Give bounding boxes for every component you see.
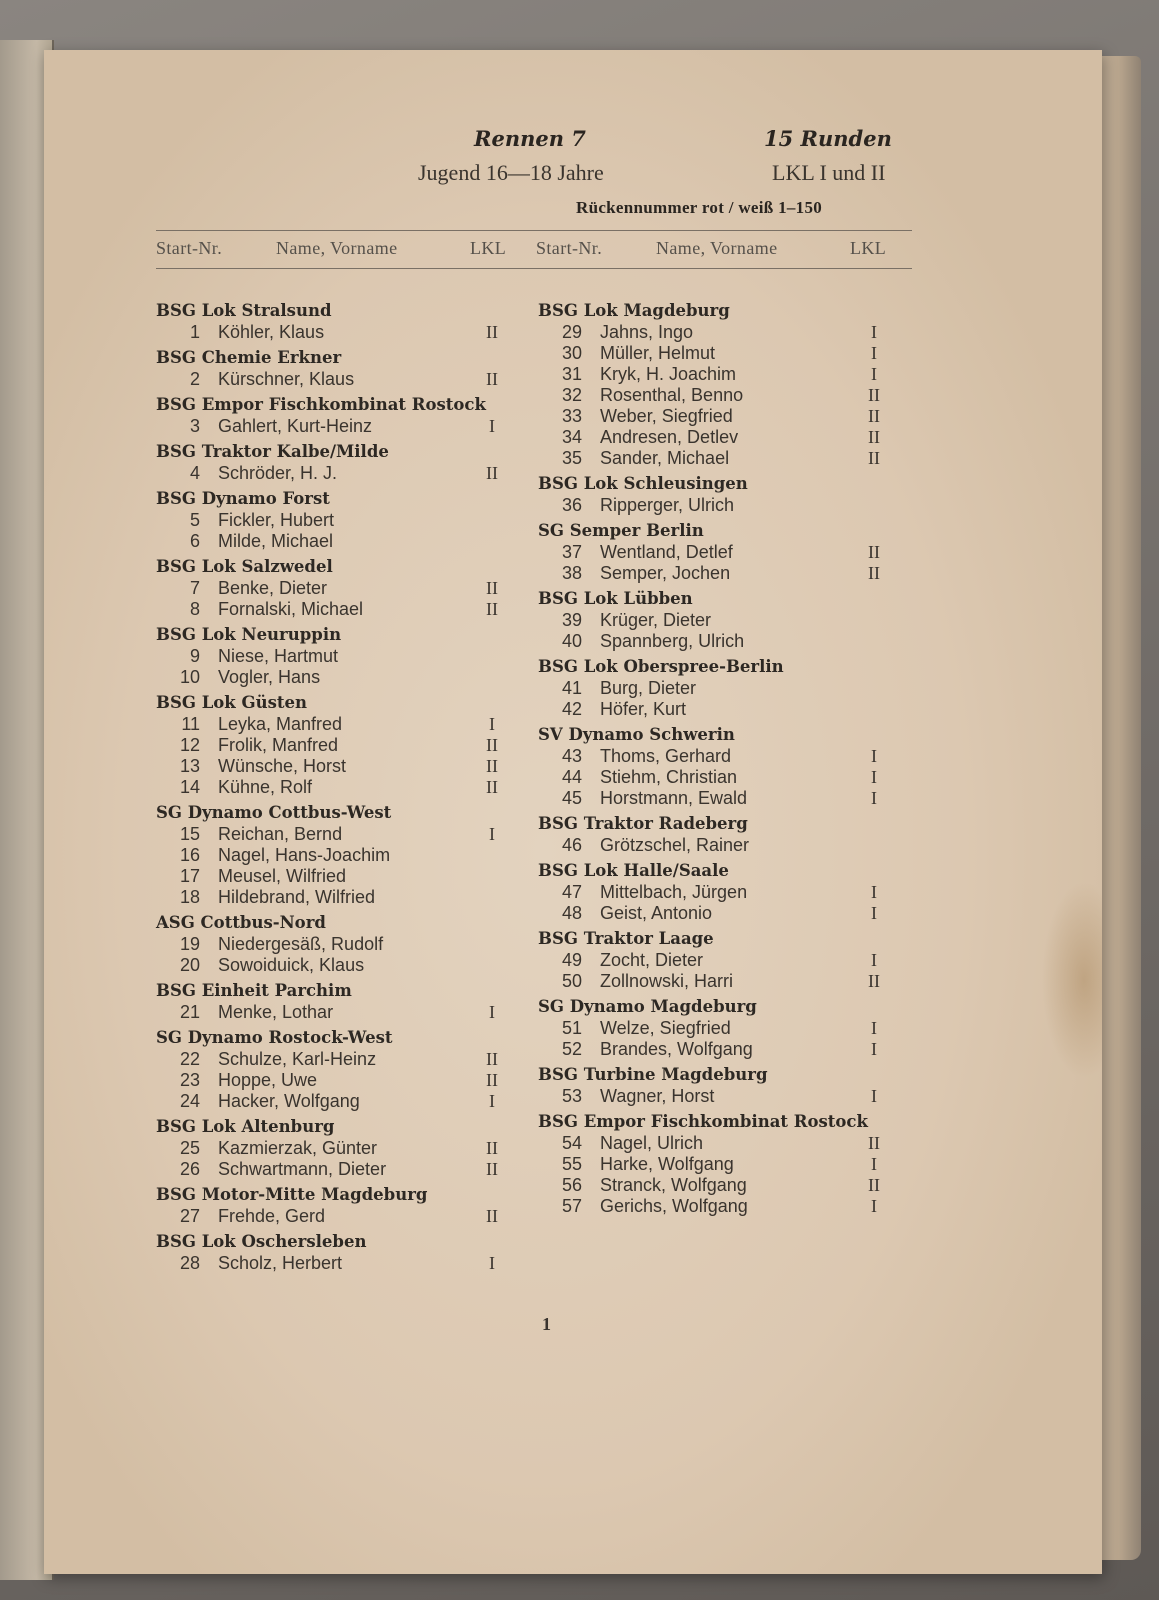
club-name: BSG Lok Schleusingen [538, 474, 748, 493]
rider-name: Hoppe, Uwe [218, 1070, 318, 1090]
rider-name: Milde, Michael [218, 531, 334, 551]
club-name: BSG Lok Lübben [538, 589, 693, 608]
rider-name: Andresen, Detlev [600, 427, 739, 447]
lkl-value: II [868, 406, 880, 426]
rider-name: Niese, Hartmut [218, 646, 339, 666]
entry-row [156, 714, 536, 735]
lkl-value: I [871, 767, 877, 787]
entry-row [538, 1196, 918, 1217]
club-name: BSG Lok Halle/Saale [538, 861, 729, 880]
col-head-name-left: Name, Vorname [276, 238, 398, 258]
entry-row [538, 971, 918, 992]
start-number: 2 [189, 369, 200, 389]
rider-name: Kürschner, Klaus [218, 369, 355, 389]
rider-name: Burg, Dieter [600, 678, 697, 698]
entry-row [156, 866, 536, 887]
lkl-value: II [868, 1175, 880, 1195]
lkl-value: II [486, 322, 498, 342]
entry-row [156, 578, 536, 599]
rider-name: Semper, Jochen [600, 563, 731, 583]
lkl-value: I [489, 1002, 495, 1022]
rider-name: Frehde, Gerd [218, 1206, 326, 1226]
entry-row [156, 1049, 536, 1070]
start-number: 30 [561, 343, 582, 363]
rider-name: Grötzschel, Rainer [600, 835, 750, 855]
start-number: 35 [561, 448, 582, 468]
rider-name: Müller, Helmut [600, 343, 716, 363]
start-number: 55 [561, 1154, 582, 1174]
start-number: 16 [179, 845, 200, 865]
lkl-value: II [486, 1138, 498, 1158]
club-name: BSG Traktor Radeberg [538, 814, 748, 833]
entry-row [538, 1175, 918, 1196]
entry-row [538, 882, 918, 903]
rider-name: Spannberg, Ulrich [600, 631, 745, 651]
rule-bottom [156, 268, 912, 269]
rider-name: Wagner, Horst [600, 1086, 715, 1106]
club-name: BSG Lok Neuruppin [156, 625, 342, 644]
entry-row [538, 950, 918, 971]
start-number: 14 [179, 777, 200, 797]
start-number: 31 [561, 364, 582, 384]
club-name: BSG Lok Salzwedel [156, 557, 333, 576]
start-number: 41 [561, 678, 582, 698]
entry-row [538, 631, 918, 652]
entry-row [538, 1154, 918, 1175]
start-number: 45 [561, 788, 582, 808]
lkl-value: II [486, 369, 498, 389]
rider-name: Köhler, Klaus [218, 322, 325, 342]
start-number: 11 [181, 714, 200, 734]
entry-row [538, 343, 918, 364]
lkl-value: I [871, 1154, 877, 1174]
entry-row [156, 934, 536, 955]
start-number: 20 [179, 955, 200, 975]
club-name: BSG Traktor Laage [538, 929, 714, 948]
rider-name: Ripperger, Ulrich [600, 495, 735, 515]
lkl-class: LKL I und II [772, 160, 886, 185]
rider-name: Nagel, Hans-Joachim [218, 845, 391, 865]
rider-name: Leyka, Manfred [218, 714, 343, 734]
start-number: 15 [179, 824, 200, 844]
entry-row [538, 678, 918, 699]
start-number: 53 [561, 1086, 582, 1106]
entry-row [156, 1159, 536, 1180]
rider-name: Niedergesäß, Rudolf [218, 934, 384, 954]
entry-row [156, 369, 536, 390]
start-number: 7 [189, 578, 200, 598]
rider-name: Fickler, Hubert [218, 510, 335, 530]
lkl-value: II [486, 599, 498, 619]
entry-row [538, 322, 918, 343]
back-number-info: Rückennummer rot / weiß 1–150 [576, 198, 823, 217]
entry-row [538, 746, 918, 767]
entry-row [156, 322, 536, 343]
entry-row [156, 824, 536, 845]
entry-row [156, 463, 536, 484]
start-number: 51 [561, 1018, 582, 1038]
start-number: 6 [189, 531, 200, 551]
lkl-value: I [489, 714, 495, 734]
start-number: 36 [561, 495, 582, 515]
start-number: 8 [189, 599, 200, 619]
start-number: 9 [189, 646, 200, 666]
rider-name: Thoms, Gerhard [600, 746, 732, 766]
club-name: BSG Lok Oschersleben [156, 1232, 367, 1251]
rider-name: Hildebrand, Wilfried [218, 887, 376, 907]
rider-name: Stiehm, Christian [600, 767, 738, 787]
club-name: BSG Empor Fischkombinat Rostock [538, 1112, 868, 1131]
lkl-value: II [868, 1133, 880, 1153]
entry-row [538, 542, 918, 563]
rider-name: Brandes, Wolfgang [600, 1039, 753, 1059]
start-number: 21 [179, 1002, 200, 1022]
start-number: 54 [561, 1133, 582, 1153]
start-number: 25 [179, 1138, 200, 1158]
entry-row [538, 788, 918, 809]
lkl-value: I [871, 1086, 877, 1106]
start-number: 39 [561, 610, 582, 630]
rider-name: Weber, Siegfried [600, 406, 733, 426]
rider-name: Kryk, H. Joachim [600, 364, 737, 384]
rider-name: Mittelbach, Jürgen [600, 882, 748, 902]
rider-name: Welze, Siegfried [600, 1018, 731, 1038]
rider-name: Schröder, H. J. [218, 463, 338, 483]
club-name: SG Dynamo Magdeburg [538, 997, 757, 1016]
start-number: 28 [179, 1253, 200, 1273]
lkl-value: I [871, 882, 877, 902]
entry-row [156, 955, 536, 976]
lkl-value: I [489, 1253, 495, 1273]
lkl-value: I [871, 343, 877, 363]
lkl-value: I [871, 364, 877, 384]
start-number: 57 [561, 1196, 582, 1216]
start-number: 50 [561, 971, 582, 991]
lkl-value: I [489, 824, 495, 844]
club-name: BSG Einheit Parchim [156, 981, 352, 1000]
rider-name: Sowoiduick, Klaus [218, 955, 365, 975]
entry-row [156, 599, 536, 620]
entry-row [156, 1002, 536, 1023]
start-number: 32 [561, 385, 582, 405]
rider-name: Schwartmann, Dieter [218, 1159, 387, 1179]
lkl-value: II [486, 1070, 498, 1090]
entry-row [156, 416, 536, 437]
entry-row [538, 406, 918, 427]
rule-top [156, 230, 912, 231]
entry-row [538, 385, 918, 406]
entry-row [156, 667, 536, 688]
lkl-value: II [486, 1049, 498, 1069]
start-number: 5 [189, 510, 200, 530]
lkl-value: II [486, 735, 498, 755]
start-number: 56 [561, 1175, 582, 1195]
entry-row [538, 364, 918, 385]
right-column [538, 296, 918, 1217]
club-name: BSG Turbine Magdeburg [538, 1065, 768, 1084]
entry-row [538, 1133, 918, 1154]
start-number: 13 [179, 756, 200, 776]
rider-name: Hacker, Wolfgang [218, 1091, 360, 1111]
entry-row [538, 835, 918, 856]
start-number: 38 [561, 563, 582, 583]
entry-row [538, 427, 918, 448]
age-group: Jugend 16—18 Jahre [418, 160, 604, 185]
rounds-label: 15 Runden [764, 126, 892, 151]
lkl-value: II [868, 563, 880, 583]
club-name: BSG Chemie Erkner [156, 348, 342, 367]
rider-name: Nagel, Ulrich [600, 1133, 704, 1153]
entry-row [156, 531, 536, 552]
lkl-value: II [486, 1206, 498, 1226]
start-number: 47 [561, 882, 582, 902]
start-number: 23 [179, 1070, 200, 1090]
rider-name: Kühne, Rolf [218, 777, 313, 797]
program-page [44, 50, 1102, 1574]
club-name: BSG Traktor Kalbe/Milde [156, 442, 389, 461]
rider-name: Krüger, Dieter [600, 610, 712, 630]
entry-row [538, 495, 918, 516]
lkl-value: I [489, 416, 495, 436]
rider-name: Wentland, Detlef [600, 542, 733, 562]
start-number: 24 [179, 1091, 200, 1111]
lkl-value: I [871, 950, 877, 970]
club-name: BSG Lok Oberspree-Berlin [538, 657, 784, 676]
lkl-value: II [486, 756, 498, 776]
rider-name: Wünsche, Horst [218, 756, 347, 776]
lkl-value: I [871, 903, 877, 923]
entry-row [156, 756, 536, 777]
club-name: ASG Cottbus-Nord [156, 913, 326, 932]
start-number: 3 [189, 416, 200, 436]
rider-name: Meusel, Wilfried [218, 866, 347, 886]
lkl-value: I [871, 322, 877, 342]
rider-name: Gahlert, Kurt-Heinz [218, 416, 373, 436]
start-number: 52 [561, 1039, 582, 1059]
rider-name: Jahns, Ingo [600, 322, 694, 342]
rider-name: Gerichs, Wolfgang [600, 1196, 748, 1216]
col-head-name-right: Name, Vorname [656, 238, 778, 258]
rider-name: Rosenthal, Benno [600, 385, 744, 405]
club-name: BSG Dynamo Forst [156, 489, 330, 508]
lkl-value: I [871, 746, 877, 766]
entry-row [538, 767, 918, 788]
entry-row [156, 1138, 536, 1159]
entry-row [156, 777, 536, 798]
entry-row [538, 903, 918, 924]
start-number: 19 [179, 934, 200, 954]
col-head-start-left: Start-Nr. [156, 238, 223, 258]
lkl-value: II [486, 777, 498, 797]
rider-name: Stranck, Wolfgang [600, 1175, 747, 1195]
page-header [44, 50, 1102, 290]
start-number: 17 [179, 866, 200, 886]
page-number: 1 [542, 1314, 551, 1334]
start-number: 48 [561, 903, 582, 923]
start-number: 34 [561, 427, 582, 447]
start-number: 10 [179, 667, 200, 687]
rider-name: Vogler, Hans [218, 667, 321, 687]
rider-name: Zocht, Dieter [600, 950, 704, 970]
club-name: BSG Motor-Mitte Magdeburg [156, 1185, 428, 1204]
start-number: 40 [561, 631, 582, 651]
rider-name: Frolik, Manfred [218, 735, 339, 755]
start-number: 42 [561, 699, 582, 719]
lkl-value: II [486, 578, 498, 598]
start-number: 44 [561, 767, 582, 787]
start-number: 4 [189, 463, 200, 483]
rider-name: Fornalski, Michael [218, 599, 364, 619]
club-name: BSG Lok Altenburg [156, 1117, 335, 1136]
entry-row [538, 448, 918, 469]
entry-row [538, 1018, 918, 1039]
start-number: 37 [561, 542, 582, 562]
rider-name: Harke, Wolfgang [600, 1154, 734, 1174]
lkl-value: I [489, 1091, 495, 1111]
lkl-value: I [871, 1039, 877, 1059]
lkl-value: I [871, 1196, 877, 1216]
rider-name: Höfer, Kurt [600, 699, 687, 719]
lkl-value: II [868, 971, 880, 991]
rider-name: Sander, Michael [600, 448, 730, 468]
lkl-value: II [868, 448, 880, 468]
start-number: 49 [561, 950, 582, 970]
club-name: BSG Empor Fischkombinat Rostock [156, 395, 486, 414]
lkl-value: II [868, 427, 880, 447]
club-name: BSG Lok Magdeburg [538, 301, 730, 320]
start-number: 43 [561, 746, 582, 766]
start-number: 12 [179, 735, 200, 755]
entry-row [156, 510, 536, 531]
club-name: SG Semper Berlin [538, 521, 704, 540]
club-name: BSG Lok Stralsund [156, 301, 332, 320]
entry-row [538, 1039, 918, 1060]
club-name: BSG Lok Güsten [156, 693, 307, 712]
entry-row [538, 699, 918, 720]
club-name: SG Dynamo Cottbus-West [156, 803, 392, 822]
entry-row [156, 1091, 536, 1112]
entry-row [538, 1086, 918, 1107]
entry-row [156, 735, 536, 756]
rider-name: Reichan, Bernd [218, 824, 343, 844]
lkl-value: II [868, 385, 880, 405]
rider-name: Menke, Lothar [218, 1002, 334, 1022]
entry-row [538, 610, 918, 631]
lkl-value: I [871, 788, 877, 808]
start-number: 26 [179, 1159, 200, 1179]
lkl-value: II [486, 1159, 498, 1179]
race-title: Rennen 7 [474, 126, 586, 151]
entry-row [156, 646, 536, 667]
club-name: SV Dynamo Schwerin [538, 725, 735, 744]
entry-row [156, 1070, 536, 1091]
col-head-lkl-left: LKL [470, 238, 507, 258]
start-number: 46 [561, 835, 582, 855]
rider-name: Benke, Dieter [218, 578, 328, 598]
rider-name: Kazmierzak, Günter [218, 1138, 378, 1158]
rider-name: Horstmann, Ewald [600, 788, 748, 808]
rider-name: Schulze, Karl-Heinz [218, 1049, 377, 1069]
left-column [156, 296, 536, 1274]
entry-row [156, 887, 536, 908]
lkl-value: II [486, 463, 498, 483]
rider-name: Scholz, Herbert [218, 1253, 343, 1273]
start-number: 33 [561, 406, 582, 426]
club-name: SG Dynamo Rostock-West [156, 1028, 393, 1047]
start-number: 22 [179, 1049, 200, 1069]
start-number: 1 [189, 322, 200, 342]
lkl-value: II [868, 542, 880, 562]
entry-row [538, 563, 918, 584]
start-number: 27 [179, 1206, 200, 1226]
col-head-lkl-right: LKL [850, 238, 887, 258]
rider-name: Zollnowski, Harri [600, 971, 734, 991]
entry-row [156, 1206, 536, 1227]
rider-name: Geist, Antonio [600, 903, 713, 923]
col-head-start-right: Start-Nr. [536, 238, 603, 258]
entry-row [156, 1253, 536, 1274]
start-number: 18 [179, 887, 200, 907]
entry-row [156, 845, 536, 866]
start-number: 29 [561, 322, 582, 342]
lkl-value: I [871, 1018, 877, 1038]
